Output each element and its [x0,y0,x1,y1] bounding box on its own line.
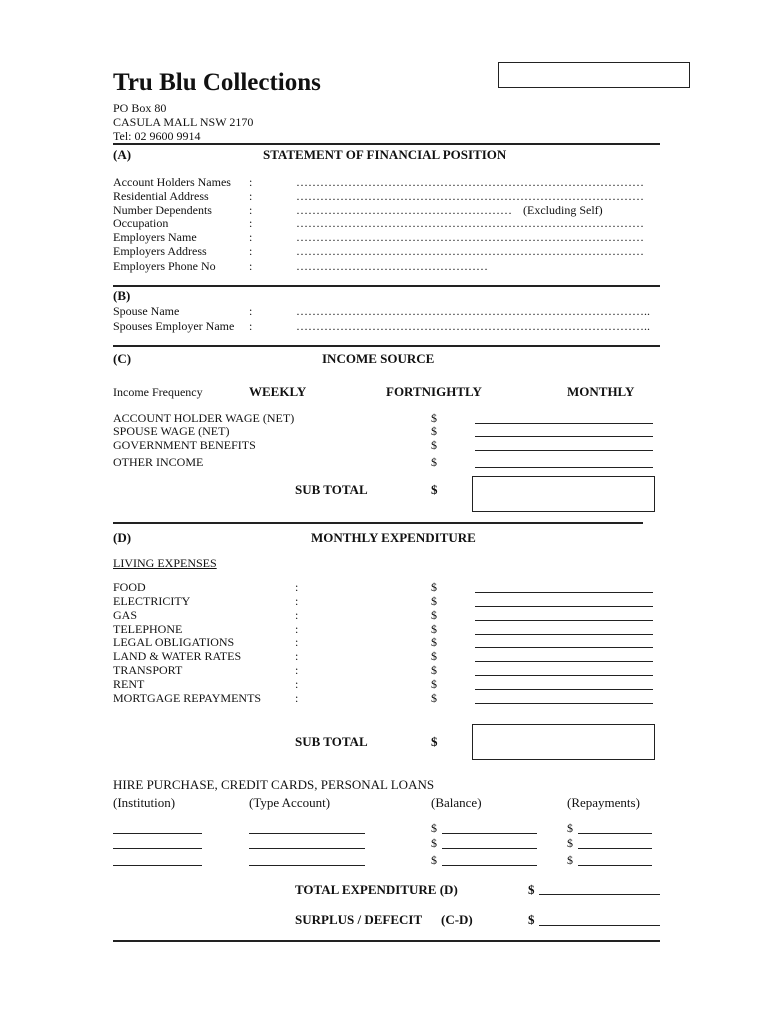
field-colon: : [295,663,299,677]
currency-symbol: $ [431,411,437,425]
field-colon: : [249,319,253,333]
currency-symbol: $ [431,438,437,452]
account-holder-wage-input[interactable] [475,423,653,424]
divider [113,345,660,347]
rent-amount-input[interactable] [475,689,653,690]
divider [113,940,660,942]
divider [113,522,643,524]
currency-symbol: $ [528,882,535,897]
electricity-amount-input[interactable] [475,606,653,607]
divider [113,285,660,287]
food-amount-input[interactable] [475,592,653,593]
other-income-input[interactable] [475,467,653,468]
expense-label: TELEPHONE [113,622,183,636]
repayments-input[interactable] [578,833,652,834]
government-benefits-input[interactable] [475,450,653,451]
land-water-rates-amount-input[interactable] [475,661,653,662]
type-account-input[interactable] [249,865,365,866]
repayments-input[interactable] [578,865,652,866]
field-label-spouse-name: Spouse Name [113,304,180,318]
currency-symbol: $ [567,821,573,835]
field-colon: : [249,244,253,258]
field-colon: : [295,622,299,636]
expense-label: GAS [113,608,138,622]
currency-symbol: $ [431,424,437,438]
field-colon: : [295,691,299,705]
frequency-weekly-option[interactable]: WEEKLY [249,384,307,399]
field-employers-name-input[interactable]: …………………………………………………………………………… [296,230,644,244]
currency-symbol: $ [431,734,438,749]
currency-symbol: $ [431,455,437,469]
field-number-dependents-note: (Excluding Self) [523,203,603,217]
field-label-number-dependents: Number Dependents [113,203,212,217]
field-label-spouses-employer-name: Spouses Employer Name [113,319,235,333]
field-colon: : [249,203,253,217]
currency-symbol: $ [431,482,438,497]
frequency-monthly-option[interactable]: MONTHLY [567,384,635,399]
income-item-label: ACCOUNT HOLDER WAGE (NET) [113,411,295,425]
currency-symbol: $ [431,580,437,594]
address-po-box: PO Box 80 [113,101,167,115]
income-item-label: SPOUSE WAGE (NET) [113,424,230,438]
address-suburb: CASULA MALL NSW 2170 [113,115,254,129]
field-colon: : [295,649,299,663]
mortgage-repayments-amount-input[interactable] [475,703,653,704]
income-item-label: OTHER INCOME [113,455,204,469]
expense-label: ELECTRICITY [113,594,191,608]
currency-symbol: $ [431,853,437,867]
currency-symbol: $ [567,853,573,867]
field-label-employers-address: Employers Address [113,244,207,258]
field-occupation-input[interactable]: …………………………………………………………………………… [296,216,644,230]
field-colon: : [249,230,253,244]
field-colon: : [295,580,299,594]
section-a-title: STATEMENT OF FINANCIAL POSITION [263,147,507,162]
expense-label: RENT [113,677,145,691]
repayments-input[interactable] [578,848,652,849]
type-account-input[interactable] [249,848,365,849]
surplus-deficit-label: SURPLUS / DEFECIT [295,912,423,927]
field-employers-phone-input[interactable]: ………………………………………… [296,259,488,273]
currency-symbol: $ [431,691,437,705]
legal-obligations-amount-input[interactable] [475,647,653,648]
field-label-account-holders-names: Account Holders Names [113,175,231,189]
income-subtotal-box[interactable] [472,476,655,512]
currency-symbol: $ [431,836,437,850]
currency-symbol: $ [431,649,437,663]
currency-symbol: $ [431,608,437,622]
expenditure-subtotal-box[interactable] [472,724,655,760]
section-a-letter: (A) [113,147,132,162]
company-title: Tru Blu Collections [113,69,321,96]
expense-label: TRANSPORT [113,663,183,677]
living-expenses-heading: LIVING EXPENSES [113,556,217,570]
income-subtotal-label: SUB TOTAL [295,482,368,497]
reference-number-field[interactable] [498,62,690,88]
total-expenditure-label: TOTAL EXPENDITURE (D) [295,882,458,897]
income-item-label: GOVERNMENT BENEFITS [113,438,256,452]
spouse-wage-input[interactable] [475,436,653,437]
income-frequency-label: Income Frequency [113,385,203,399]
surplus-deficit-input[interactable] [539,925,660,926]
section-c-letter: (C) [113,351,132,366]
address-phone: Tel: 02 9600 9914 [113,129,201,143]
currency-symbol: $ [431,594,437,608]
field-colon: : [295,635,299,649]
transport-amount-input[interactable] [475,675,653,676]
field-colon: : [249,259,253,273]
field-colon: : [249,189,253,203]
field-label-employers-phone: Employers Phone No [113,259,216,273]
column-repayments: (Repayments) [567,795,640,810]
expense-label: LEGAL OBLIGATIONS [113,635,235,649]
column-type-account: (Type Account) [249,795,331,810]
currency-symbol: $ [431,622,437,636]
type-account-input[interactable] [249,833,365,834]
hire-purchase-heading: HIRE PURCHASE, CREDIT CARDS, PERSONAL LOANS [113,777,435,792]
expenditure-subtotal-label: SUB TOTAL [295,734,368,749]
field-account-holders-names-input[interactable]: …………………………………………………………………………… [296,175,644,189]
field-spouse-name-input[interactable]: …………………………………………………………………………….. [296,304,650,318]
expense-label: LAND & WATER RATES [113,649,242,663]
field-colon: : [295,677,299,691]
currency-symbol: $ [567,836,573,850]
field-colon: : [249,175,253,189]
expense-label: MORTGAGE REPAYMENTS [113,691,262,705]
currency-symbol: $ [431,821,437,835]
balance-input[interactable] [442,865,537,866]
field-number-dependents-input[interactable]: ……………………………………………… [296,203,512,217]
section-c-title: INCOME SOURCE [322,351,435,366]
field-label-employers-name: Employers Name [113,230,197,244]
section-b-letter: (B) [113,288,131,303]
field-label-occupation: Occupation [113,216,169,230]
expense-label: FOOD [113,580,146,594]
currency-symbol: $ [431,663,437,677]
currency-symbol: $ [431,635,437,649]
field-colon: : [249,304,253,318]
field-colon: : [249,216,253,230]
institution-input[interactable] [113,848,202,849]
section-d-title: MONTHLY EXPENDITURE [311,530,476,545]
frequency-fortnightly-option[interactable]: FORTNIGHTLY [386,384,482,399]
field-colon: : [295,608,299,622]
field-residential-address-input[interactable]: …………………………………………………………………………… [296,189,644,203]
field-colon: : [295,594,299,608]
institution-input[interactable] [113,865,202,866]
gas-amount-input[interactable] [475,620,653,621]
section-d-letter: (D) [113,530,132,545]
institution-input[interactable] [113,833,202,834]
currency-symbol: $ [528,912,535,927]
column-institution: (Institution) [113,795,176,810]
balance-input[interactable] [442,848,537,849]
telephone-amount-input[interactable] [475,634,653,635]
field-label-residential-address: Residential Address [113,189,209,203]
field-spouses-employer-name-input[interactable]: …………………………………………………………………………….. [296,319,650,333]
surplus-deficit-formula: (C-D) [441,912,473,927]
divider [113,143,660,145]
currency-symbol: $ [431,677,437,691]
total-expenditure-input[interactable] [539,894,660,895]
column-balance: (Balance) [431,795,482,810]
balance-input[interactable] [442,833,537,834]
field-employers-address-input[interactable]: …………………………………………………………………………… [296,244,644,258]
